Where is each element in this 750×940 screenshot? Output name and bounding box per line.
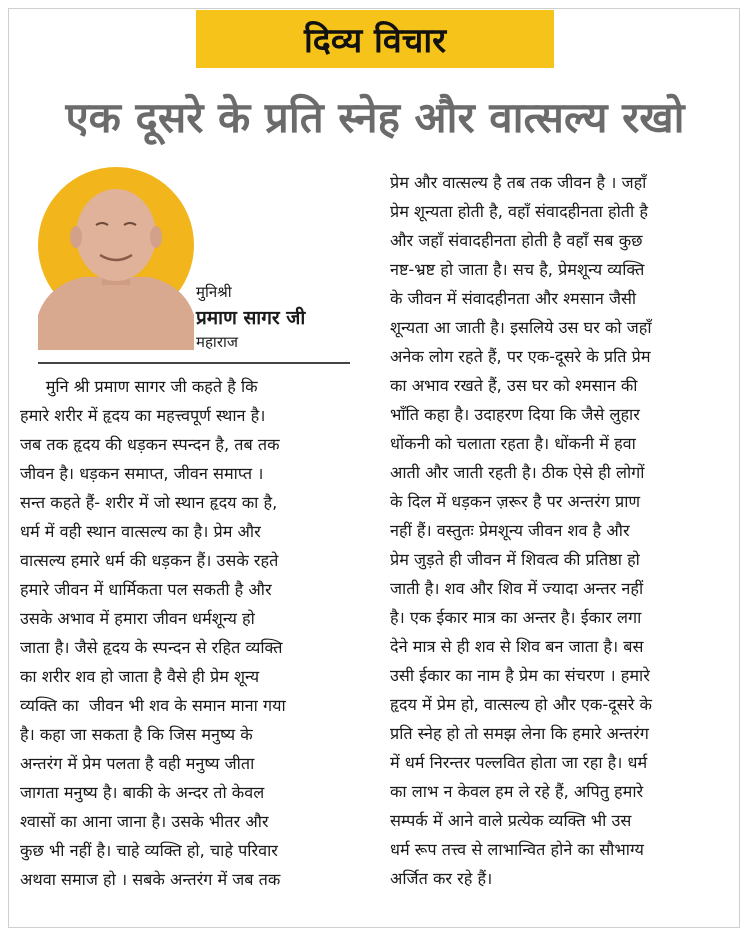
article-line: धोंकनी को चलाता रहता है। धोंकनी में हवा: [390, 434, 636, 453]
column-title-banner: [196, 10, 554, 68]
article-line: प्रेम शून्यता होती है, वहाँ संवादहीनता होती है: [390, 202, 648, 221]
article-line: जाता है। जैसे हृदय के स्पन्दन से रहित व्यक्ति: [20, 638, 283, 657]
headline: एक दूसरे के प्रति स्नेह और वात्सल्य रखो: [65, 92, 685, 142]
article-line: का अभाव रखते हैं, उस घर को श्मसान की: [390, 376, 638, 395]
article-line: अनेक लोग रहते हैं, पर एक-दूसरे के प्रति प्रेम: [390, 347, 651, 366]
portrait-illustration: [38, 165, 194, 350]
article-line: में धर्म निरन्तर पल्लवित होता जा रहा है। धर्म: [390, 753, 648, 772]
article-line: जागता मनुष्य है। बाकी के अन्दर तो केवल: [20, 783, 265, 802]
article-line: देने मात्र से ही शव से शिव बन जाता है। बस: [390, 637, 644, 656]
article-line: नहीं हैं। वस्तुतः प्रेमशून्य जीवन शव है और: [390, 521, 630, 540]
article-line: अन्तरंग में प्रेम पलता है वही मनुष्य जीता: [20, 754, 255, 773]
right-article-column: [390, 168, 735, 893]
article-line: हमारे शरीर में हृदय का महत्त्वपूर्ण स्थान है।: [20, 406, 266, 425]
article-line: और जहाँ संवादहीनता होती है वहाँ सब कुछ: [390, 231, 643, 250]
article-line: कुछ भी नहीं है। चाहे व्यक्ति हो, चाहे परिवार: [20, 841, 278, 860]
article-line: प्रेम और वात्सल्य है तब तक जीवन है । जहाँ: [390, 173, 647, 192]
article-line: आती और जाती रहती है। ठीक ऐसे ही लोगों: [390, 463, 645, 482]
article-line: उसी ईकार का नाम है प्रेम का संचरण । हमारे: [390, 666, 650, 685]
article-line: सन्त कहते हैं- शरीर में जो स्थान हृदय का है,: [20, 493, 278, 512]
article-line: हृदय में प्रेम हो, वात्सल्य हो और एक-दूसरे के: [390, 695, 652, 714]
byline-suffix: महाराज: [196, 333, 238, 351]
article-line: जीवन है। धड़कन समाप्त, जीवन समाप्त ।: [20, 464, 264, 483]
article-line: धर्म रूप तत्त्व से लाभान्वित होने का सौभाग्य: [390, 840, 644, 859]
article-line: का शरीर शव हो जाता है वैसे ही प्रेम शून्य: [20, 667, 260, 686]
article-line: प्रति स्नेह हो तो समझ लेना कि हमारे अन्तरंग: [390, 724, 649, 743]
article-line: हमारे जीवन में धार्मिकता पल सकती है और: [20, 580, 272, 599]
article-line: है। एक ईकार मात्र का अन्तर है। ईकार लगा: [390, 608, 642, 627]
article-line: जब तक हृदय की धड़कन स्पन्दन है, तब तक: [20, 435, 280, 454]
article-line: मुनि श्री प्रमाण सागर जी कहते है कि: [20, 377, 258, 396]
portrait-photo: [38, 165, 194, 350]
byline-prefix: मुनिश्री: [196, 283, 232, 301]
article-line: भाँति कहा है। उदाहरण दिया कि जैसे लुहार: [390, 405, 640, 424]
byline: [196, 282, 366, 352]
article-line: नष्ट-भ्रष्ट हो जाता है। सच है, प्रेमशून्य व्यक्ति: [390, 260, 645, 279]
left-article-column: [20, 372, 365, 894]
article-line: के जीवन में संवादहीनता और श्मसान जैसी: [390, 289, 637, 308]
article-line: प्रेम जुड़ते ही जीवन में शिवत्व की प्रतिष्ठा हो: [390, 550, 640, 569]
column-title: दिव्य विचार: [303, 21, 447, 61]
article-line: व्यक्ति का जीवन भी शव के समान माना गया: [20, 696, 286, 715]
article-line: वात्सल्य हमारे धर्म की धड़कन हैं। उसके रहते: [20, 551, 279, 570]
article-line: है। कहा जा सकता है कि जिस मनुष्य के: [20, 725, 253, 744]
byline-name: प्रमाण सागर जी: [196, 307, 306, 329]
article-line: श्वासों का आना जाना है। उसके भीतर और: [20, 812, 269, 831]
article-line: के दिल में धड़कन ज़रूर है पर अन्तरंग प्राण: [390, 492, 641, 511]
article-line: जाती है। शव और शिव में ज्यादा अन्तर नहीं: [390, 579, 644, 598]
article-line: धर्म में वही स्थान वात्सल्य का है। प्रेम और: [20, 522, 261, 541]
article-line: अर्जित कर रहे हैं।: [390, 869, 493, 888]
article-line: उसके अभाव में हमारा जीवन धर्मशून्य हो: [20, 609, 255, 628]
article-line: का लाभ न केवल हम ले रहे हैं, अपितु हमारे: [390, 782, 644, 801]
article-line: शून्यता आ जाती है। इसलिये उस घर को जहाँ: [390, 318, 652, 337]
section-divider: [38, 362, 350, 364]
article-line: अथवा समाज हो । सबके अन्तरंग में जब तक: [20, 870, 281, 889]
article-line: सम्पर्क में आने वाले प्रत्येक व्यक्ति भी उस: [390, 811, 632, 830]
